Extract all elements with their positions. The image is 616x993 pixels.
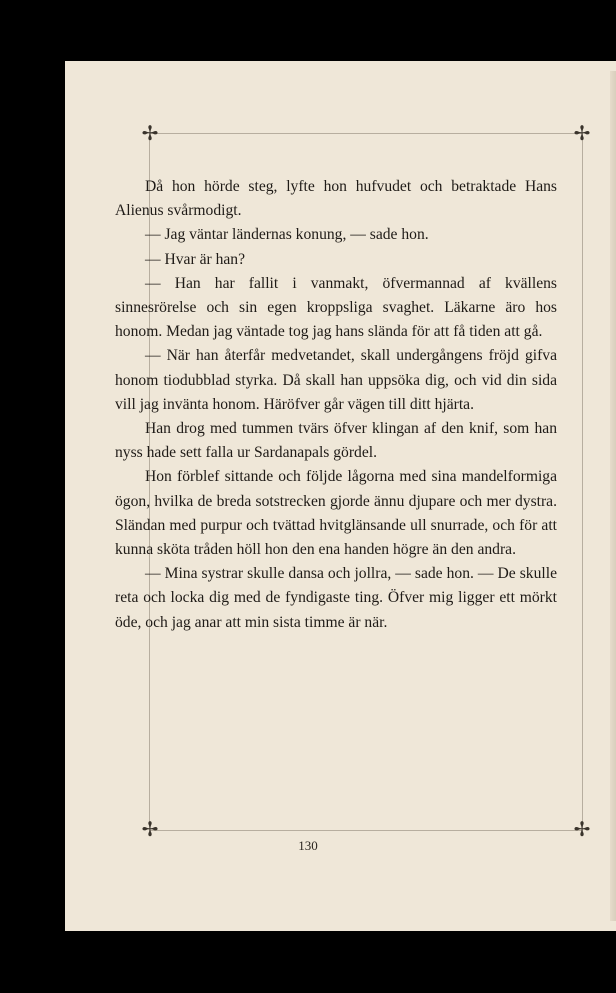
corner-ornament-icon: ✢ [141, 819, 159, 841]
body-text [115, 175, 557, 635]
paragraph: Han drog med tummen tvärs öfver klingan af den knif, som han nyss hade sett falla ur Sardanapals gördel. [115, 420, 557, 462]
paragraph: — När han återfår medvetandet, skall undergångens fröjd gifva honom tiodubblad styrka. Då skall han uppsöka dig, och vid din sida vill jag invänta honom. Häröfver går vägen till ditt hjärta. [115, 347, 557, 413]
corner-ornament-icon: ✢ [573, 819, 591, 841]
paragraph: Då hon hörde steg, lyfte hon hufvudet och betraktade Hans Alienus svårmodigt. [115, 178, 557, 220]
corner-ornament-icon: ✢ [573, 123, 591, 145]
page-number: 130 [298, 838, 318, 853]
paragraph: — Jag väntar ländernas konung, — sade hon. [145, 226, 429, 244]
paragraph: — Mina systrar skulle dansa och jollra, — sade hon. — De skulle reta och locka dig med de fyndigaste ting. Öfver mig ligger ett mörkt öde, och jag anar att min sista timme är när. [115, 565, 557, 631]
corner-ornament-icon: ✢ [141, 123, 159, 145]
paragraph: Hon förblef sittande och följde lågorna med sina mandelformiga ögon, hvilka de breda sotstrecken gjorde ännu djupare och mer dystra. Sländan med purpur och tvättad hvitglänsande ull snurrade, och för att kunna sköta tråden höll hon den ena handen högre än den andra. [115, 468, 557, 559]
page-edge [610, 71, 616, 921]
paragraph: — Hvar är han? [145, 250, 246, 268]
paragraph: — Han har fallit i vanmakt, öfvermannad af kvällens sinnesrörelse och sin egen kroppsliga svaghet. Läkarne äro hos honom. Medan jag väntade tog jag hans slända för att få tiden att gå. [115, 274, 557, 341]
